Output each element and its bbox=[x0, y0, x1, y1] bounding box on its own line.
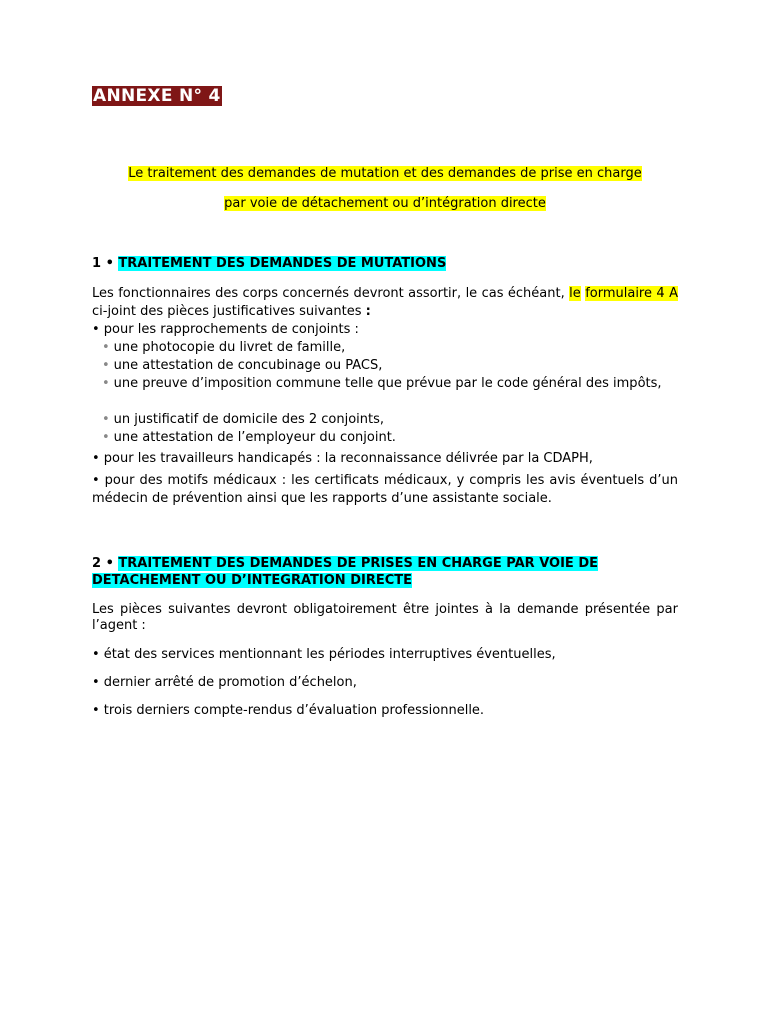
section-1-heading bbox=[92, 255, 682, 272]
section-2-number: 2 • bbox=[92, 556, 114, 571]
section-1-intro-after: ci-joint des pièces justificatives suivantes bbox=[92, 304, 362, 319]
sub-item-employeur bbox=[92, 429, 688, 447]
sub-item-text: un justificatif de domicile des 2 conjoints, bbox=[113, 412, 385, 427]
section-1-intro-before: Les fonctionnaires des corps concernés devront assortir, le cas échéant, bbox=[92, 286, 565, 301]
item-compte-rendus: • trois derniers compte-rendus d’évaluation professionnelle. bbox=[92, 703, 485, 718]
section-2-intro: Les pièces suivantes devront obligatoirement être jointes à la demande présentée par l’agent : bbox=[92, 602, 678, 633]
sub-bullet-icon: • bbox=[102, 358, 110, 373]
bullet-rapprochements: • pour les rapprochements de conjoints : bbox=[92, 322, 359, 337]
bullet-medicaux: • pour des motifs médicaux : les certificats médicaux, y compris les avis éventuels d’un médecin de prévention ainsi que les rapports d’une assistante sociale. bbox=[92, 473, 678, 506]
sub-item-concubinage bbox=[92, 357, 688, 375]
sub-bullet-icon: • bbox=[102, 376, 110, 391]
sub-item-text: une preuve d’imposition commune telle que prévue par le code général des impôts, bbox=[113, 376, 662, 391]
sub-item-text: une attestation de l’employeur du conjoint. bbox=[113, 430, 396, 445]
section-1-intro bbox=[92, 285, 678, 321]
sub-item-text: une photocopie du livret de famille, bbox=[113, 340, 346, 355]
sub-item-imposition bbox=[92, 375, 678, 393]
sub-bullet-icon: • bbox=[102, 430, 110, 445]
sub-item-text: une attestation de concubinage ou PACS, bbox=[113, 358, 383, 373]
subtitle-line-1-text: Le traitement des demandes de mutation et des demandes de prise en charge bbox=[128, 166, 642, 181]
form-reference-part-1: le bbox=[569, 286, 581, 301]
sub-bullet-icon: • bbox=[102, 412, 110, 427]
form-reference-part-2: formulaire 4 A bbox=[585, 286, 678, 301]
subtitle-line-2-text: par voie de détachement ou d’intégration directe bbox=[224, 196, 546, 211]
bullet-handicapes: • pour les travailleurs handicapés : la reconnaissance délivrée par la CDAPH, bbox=[92, 451, 593, 466]
section-1-title: TRAITEMENT DES DEMANDES DE MUTATIONS bbox=[118, 256, 447, 271]
section-2-heading bbox=[92, 555, 682, 589]
item-arrete-promotion: • dernier arrêté de promotion d’échelon, bbox=[92, 675, 357, 690]
subtitle-line-1 bbox=[0, 165, 770, 182]
section-2-title: TRAITEMENT DES DEMANDES DE PRISES EN CHARGE PAR VOIE DE DETACHEMENT OU D’INTEGRATION DIRECTE bbox=[92, 556, 598, 588]
item-etat-services: • état des services mentionnant les périodes interruptives éventuelles, bbox=[92, 647, 556, 662]
section-1-intro-colon: : bbox=[365, 304, 371, 319]
sub-item-livret bbox=[92, 339, 688, 357]
subtitle-line-2 bbox=[0, 195, 770, 212]
annexe-title: ANNEXE N° 4 bbox=[93, 86, 221, 106]
sub-item-domicile bbox=[92, 411, 688, 429]
section-1-number: 1 • bbox=[92, 256, 114, 271]
sub-bullet-icon: • bbox=[102, 340, 110, 355]
